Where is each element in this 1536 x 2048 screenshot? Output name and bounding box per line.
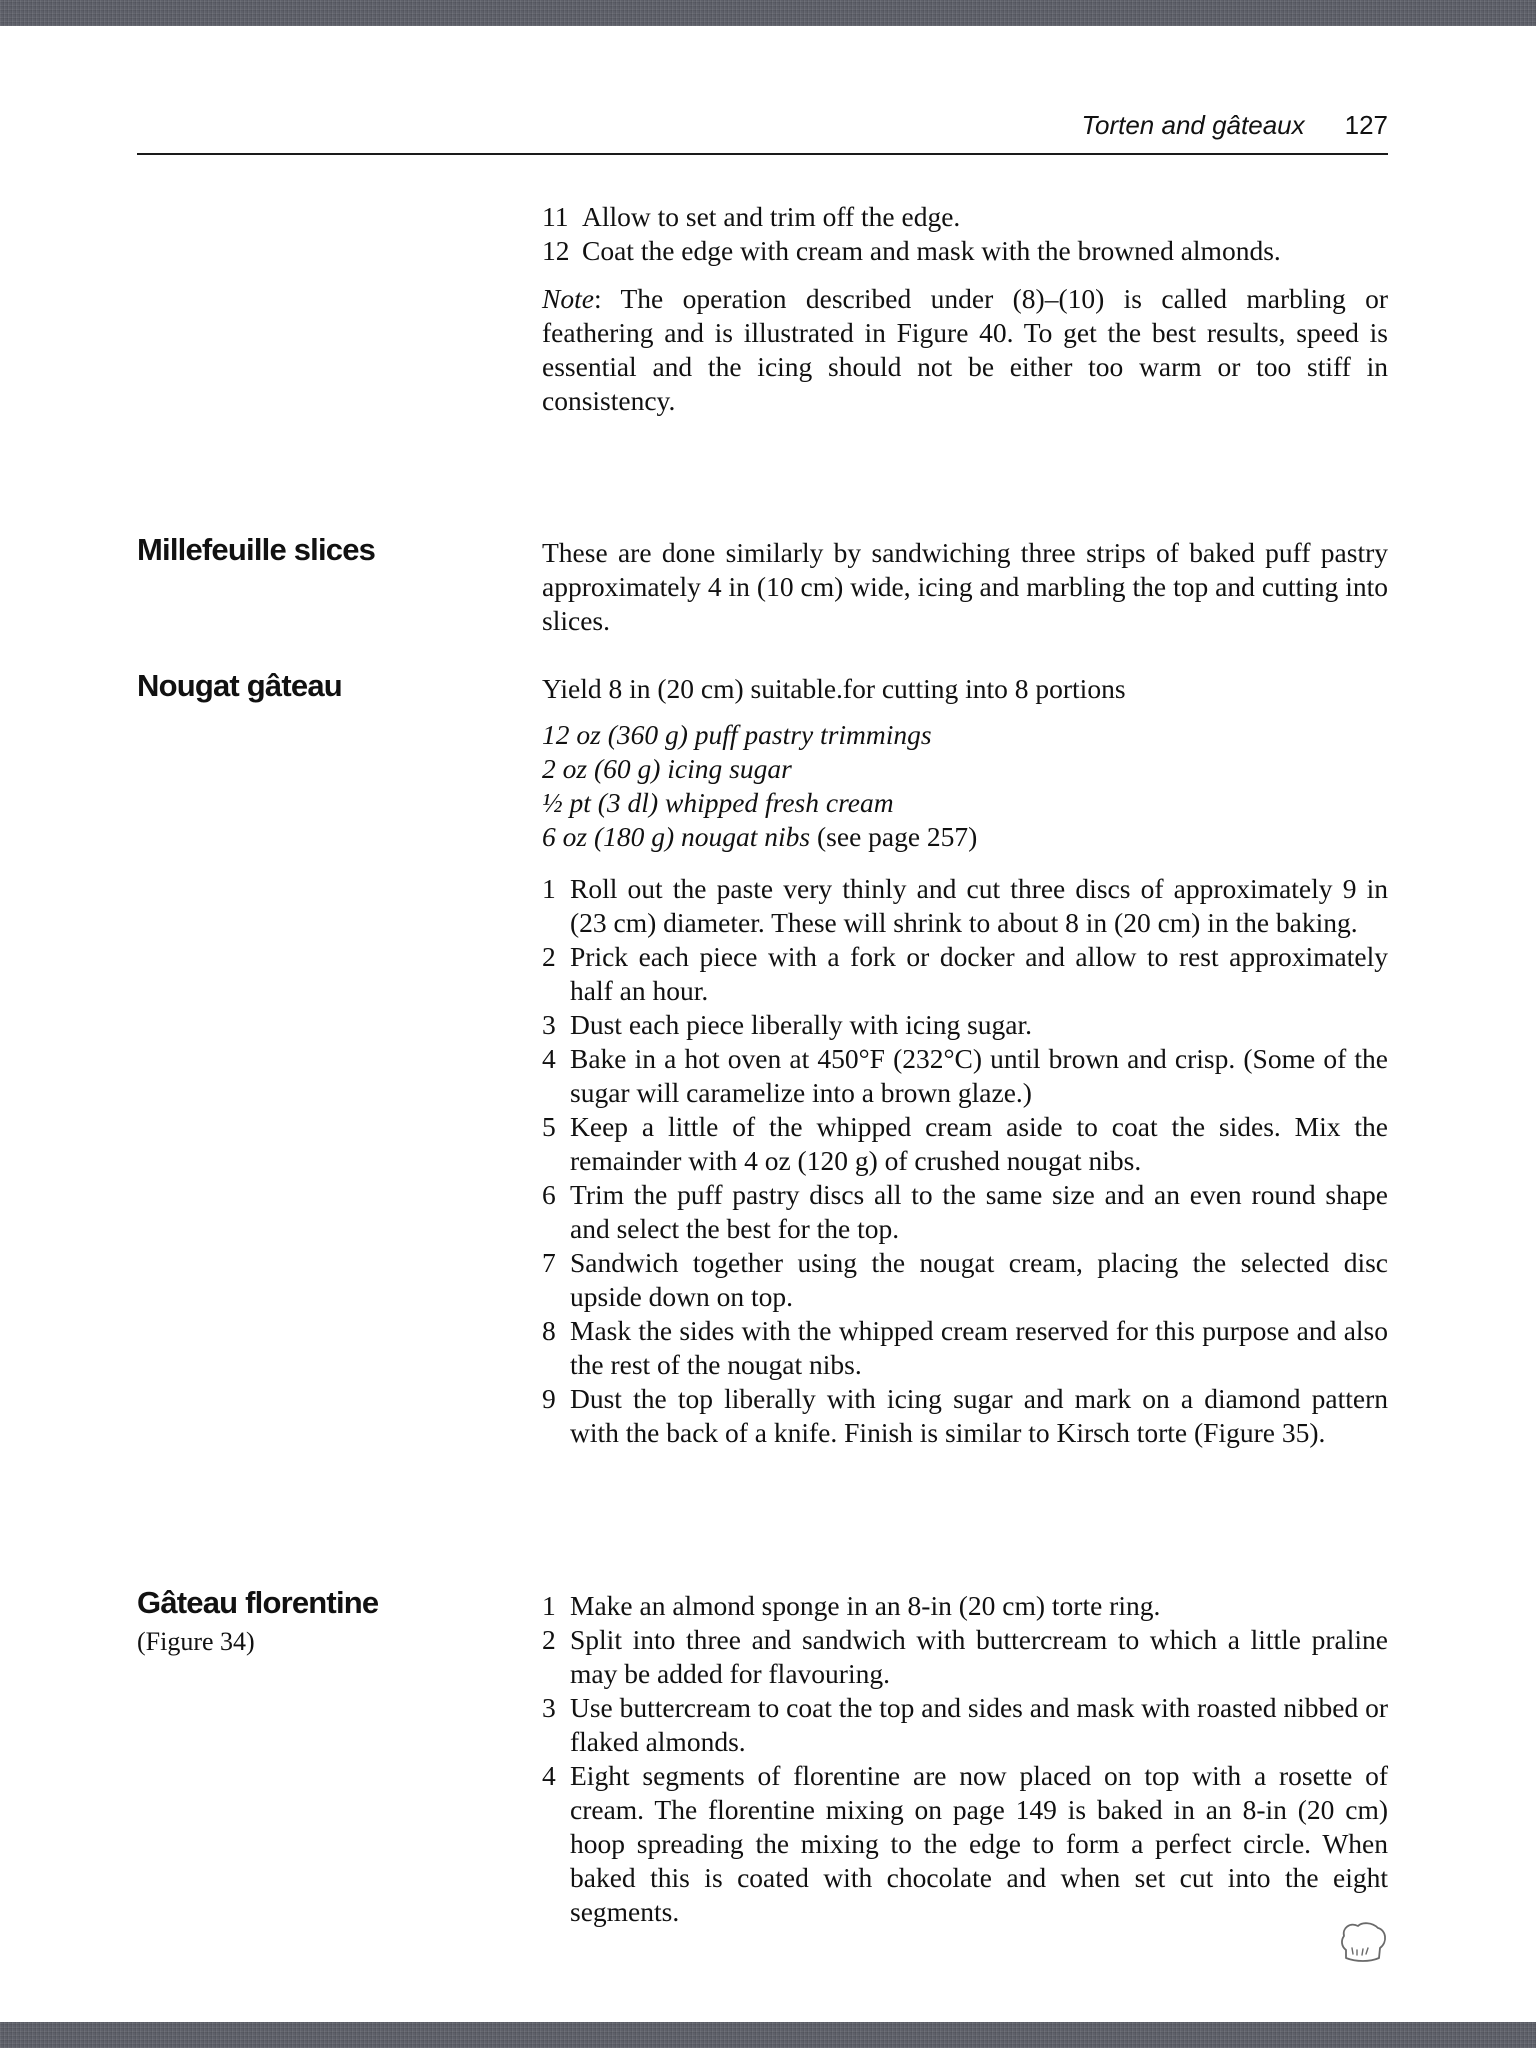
step-item xyxy=(542,1382,1388,1450)
section-title-florentine: Gâteau florentine xyxy=(137,1585,379,1620)
step-number: 1 xyxy=(542,873,556,904)
ingredient-item xyxy=(542,752,1388,786)
step-text: Keep a little of the whipped cream aside to coat the sides. Mix the remainder with 4 oz (120 g) of crushed nougat nibs. xyxy=(570,1111,1388,1176)
viewer-frame-top xyxy=(0,0,1536,26)
continued-recipe xyxy=(542,200,1388,418)
step-number: 5 xyxy=(542,1111,556,1142)
running-head xyxy=(1082,110,1389,141)
step-number: 11 xyxy=(542,201,569,232)
millefeuille-text: These are done similarly by sandwiching three strips of baked puff pastry approximately 4 in (10 cm) wide, icing and marbling the top and cutting into slices. xyxy=(542,537,1388,636)
step-number: 3 xyxy=(542,1692,556,1723)
ingredient-item xyxy=(542,820,1388,854)
step-number: 4 xyxy=(542,1043,556,1074)
step-text: Mask the sides with the whipped cream reserved for this purpose and also the rest of the nougat nibs. xyxy=(570,1315,1388,1380)
step-item xyxy=(542,1589,1388,1623)
florentine-body xyxy=(542,1589,1388,1929)
step-item xyxy=(542,1759,1388,1929)
nougat-yield: Yield 8 in (20 cm) suitable.for cutting into 8 portions xyxy=(542,673,1126,704)
section-title-millefeuille: Millefeuille slices xyxy=(137,532,376,567)
ingredient-item xyxy=(542,718,1388,752)
step-number: 1 xyxy=(542,1590,556,1621)
step-number: 9 xyxy=(542,1383,556,1414)
ingredient-item xyxy=(542,786,1388,820)
section-title-nougat: Nougat gâteau xyxy=(137,668,342,703)
note-text: : The operation described under (8)–(10) is called marbling or feathering and is illustrated in Figure 40. To get the best results, speed is essential and the icing should not be either too warm or too stiff in consistency. xyxy=(542,283,1388,416)
ingredient-list xyxy=(542,718,1388,854)
ingredient-text: 6 oz (180 g) nougat nibs xyxy=(542,821,811,852)
step-text: Bake in a hot oven at 450°F (232°C) until brown and crisp. (Some of the sugar will caramelize into a brown glaze.) xyxy=(570,1043,1388,1108)
step-item xyxy=(542,1042,1388,1110)
viewer-frame-bottom xyxy=(0,2022,1536,2048)
step-text: Use buttercream to coat the top and sides and mask with roasted nibbed or flaked almonds. xyxy=(570,1692,1388,1757)
step-text: Dust the top liberally with icing sugar and mark on a diamond pattern with the back of a knife. Finish is similar to Kirsch torte (Figure 35). xyxy=(570,1383,1388,1448)
step-item xyxy=(542,1008,1388,1042)
step-number: 4 xyxy=(542,1760,556,1791)
chef-hat-icon xyxy=(1338,1920,1390,1972)
continued-steps xyxy=(542,200,1388,268)
step-item xyxy=(542,200,1388,234)
step-text: Make an almond sponge in an 8-in (20 cm) torte ring. xyxy=(570,1590,1161,1621)
note-paragraph xyxy=(542,282,1388,418)
step-item xyxy=(542,940,1388,1008)
chapter-title: Torten and gâteaux xyxy=(1081,110,1305,140)
step-number: 7 xyxy=(542,1247,556,1278)
header-rule xyxy=(137,153,1388,155)
ingredient-text: 2 oz (60 g) icing sugar xyxy=(542,753,792,784)
step-number: 8 xyxy=(542,1315,556,1346)
step-item xyxy=(542,1178,1388,1246)
page-number: 127 xyxy=(1344,110,1388,140)
step-item xyxy=(542,1246,1388,1314)
ingredient-page-ref: (see page 257) xyxy=(810,821,978,852)
step-item xyxy=(542,1623,1388,1691)
florentine-steps xyxy=(542,1589,1388,1929)
step-text: Dust each piece liberally with icing sugar. xyxy=(570,1009,1033,1040)
step-number: 6 xyxy=(542,1179,556,1210)
florentine-figure-ref: (Figure 34) xyxy=(137,1627,255,1656)
step-item xyxy=(542,234,1388,268)
nougat-body xyxy=(542,672,1388,1450)
step-number: 2 xyxy=(542,941,556,972)
step-text: Prick each piece with a fork or docker and allow to rest approximately half an hour. xyxy=(570,941,1388,1006)
step-item xyxy=(542,1314,1388,1382)
step-item xyxy=(542,1691,1388,1759)
step-number: 2 xyxy=(542,1624,556,1655)
nougat-steps xyxy=(542,872,1388,1450)
step-text: Sandwich together using the nougat cream, placing the selected disc upside down on top. xyxy=(570,1247,1388,1312)
step-text: Eight segments of florentine are now placed on top with a rosette of cream. The florentine mixing on page 149 is baked in an 8-in (20 cm) hoop spreading the mixing to the edge to form a perfect circle. When baked this is coated with chocolate and when set cut into the eight segments. xyxy=(570,1760,1388,1927)
step-number: 12 xyxy=(542,235,570,266)
step-text: Trim the puff pastry discs all to the same size and an even round shape and select the best for the top. xyxy=(570,1179,1388,1244)
step-text: Roll out the paste very thinly and cut three discs of approximately 9 in (23 cm) diameter. These will shrink to about 8 in (20 cm) in the baking. xyxy=(570,873,1388,938)
step-text: Coat the edge with cream and mask with the browned almonds. xyxy=(582,235,1281,266)
step-item xyxy=(542,1110,1388,1178)
step-item xyxy=(542,872,1388,940)
step-text: Split into three and sandwich with buttercream to which a little praline may be added for flavouring. xyxy=(570,1624,1388,1689)
step-number: 3 xyxy=(542,1009,556,1040)
ingredient-text: ½ pt (3 dl) whipped fresh cream xyxy=(542,787,894,818)
step-text: Allow to set and trim off the edge. xyxy=(582,201,961,232)
note-label: Note xyxy=(542,283,594,314)
millefeuille-body xyxy=(542,536,1388,638)
ingredient-text: 12 oz (360 g) puff pastry trimmings xyxy=(542,719,932,750)
